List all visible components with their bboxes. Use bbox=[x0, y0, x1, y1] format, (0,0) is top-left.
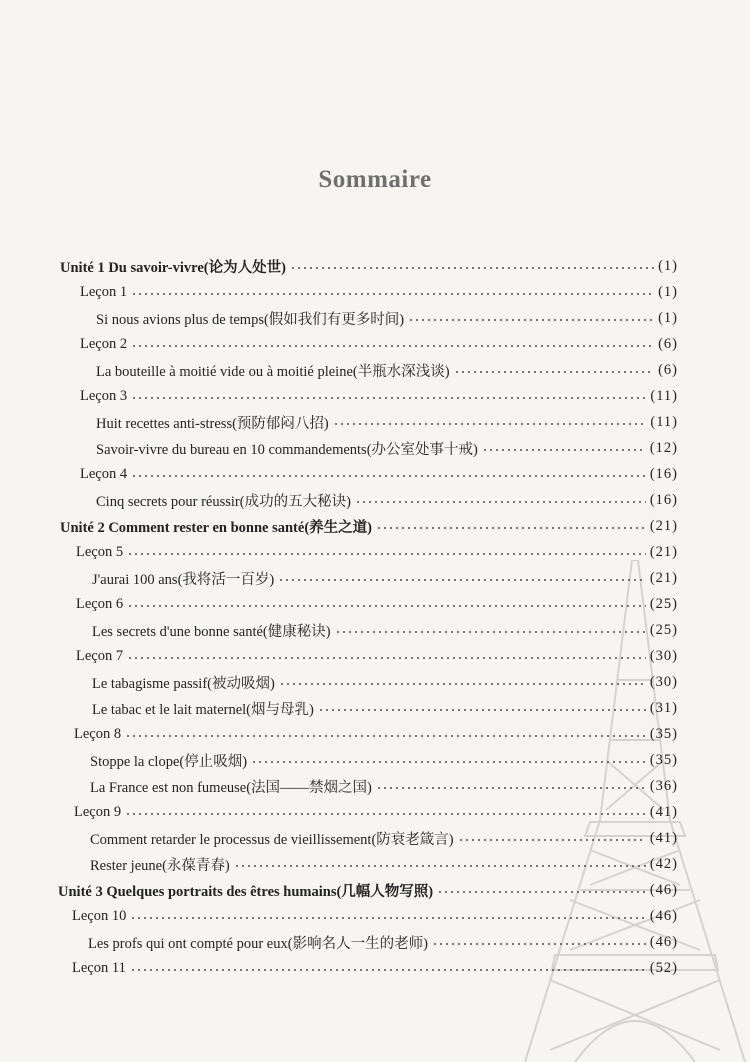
dot-leader bbox=[318, 709, 646, 711]
toc-entry-label: Si nous avions plus de temps(假如我们有更多时间) bbox=[96, 311, 405, 328]
toc-page-number: (25) bbox=[649, 621, 678, 638]
toc-page-number: (16) bbox=[649, 465, 678, 482]
toc-text bbox=[92, 565, 678, 591]
toc-page-number: (36) bbox=[649, 777, 678, 794]
dot-leader bbox=[333, 423, 647, 425]
toc-lesson-5 bbox=[76, 539, 678, 565]
dot-leader bbox=[251, 761, 646, 763]
toc-lesson-9 bbox=[74, 799, 678, 825]
toc-text bbox=[92, 695, 678, 721]
dot-leader bbox=[125, 813, 646, 815]
toc-unit-2 bbox=[60, 513, 678, 539]
toc-text bbox=[90, 773, 678, 799]
dot-leader bbox=[131, 475, 646, 477]
dot-leader bbox=[335, 631, 646, 633]
toc-page-number: (1) bbox=[658, 309, 678, 326]
toc-entry-label: Les secrets d'une bonne santé(健康秘诀) bbox=[92, 623, 331, 640]
toc-text bbox=[92, 669, 678, 695]
toc-text bbox=[90, 851, 678, 877]
toc-entry-label: Leçon 9 bbox=[74, 803, 122, 820]
dot-leader bbox=[279, 683, 646, 685]
dot-leader bbox=[278, 579, 646, 581]
toc-page-number: (11) bbox=[650, 387, 678, 404]
toc-entry-label: La bouteille à moitié vide ou à moitié pleine(半瓶水深浅谈) bbox=[96, 363, 450, 380]
dot-leader bbox=[376, 527, 646, 529]
toc-entry-label: Leçon 10 bbox=[72, 907, 127, 924]
toc-page-number: (41) bbox=[649, 829, 678, 846]
toc-page-number: (1) bbox=[658, 283, 678, 300]
toc-text bbox=[96, 305, 678, 331]
toc-page-number: (41) bbox=[649, 803, 678, 820]
toc-entry-label: J'aurai 100 ans(我将活一百岁) bbox=[92, 571, 275, 588]
page-title: Sommaire bbox=[318, 166, 432, 193]
toc-lesson-10 bbox=[72, 903, 678, 929]
dot-leader bbox=[234, 865, 646, 867]
toc-text bbox=[90, 747, 678, 773]
toc-page-number: (1) bbox=[658, 257, 678, 274]
toc-lesson-4 bbox=[80, 461, 678, 487]
dot-leader bbox=[408, 319, 654, 321]
toc-page-number: (6) bbox=[658, 335, 678, 352]
toc-entry-label: Leçon 3 bbox=[80, 387, 128, 404]
toc-page-number: (30) bbox=[649, 673, 678, 690]
toc-page-number: (12) bbox=[649, 439, 678, 456]
toc-entry-label: Leçon 4 bbox=[80, 465, 128, 482]
toc-page-number: (11) bbox=[650, 413, 678, 430]
dot-leader bbox=[355, 501, 646, 503]
toc-lesson-2 bbox=[80, 331, 678, 357]
toc-entry-label: Unité 3 Quelques portraits des êtres humains(几幅人物写照) bbox=[58, 883, 434, 900]
toc-text bbox=[92, 617, 678, 643]
toc-lesson-8 bbox=[74, 721, 678, 747]
toc-entry-label: Leçon 6 bbox=[76, 595, 124, 612]
dot-leader bbox=[376, 787, 646, 789]
toc-text bbox=[96, 357, 678, 383]
dot-leader bbox=[131, 397, 646, 399]
toc-text bbox=[90, 825, 678, 851]
toc-lesson-3 bbox=[80, 383, 678, 409]
toc-entry-label: Comment retarder le processus de vieillissement(防衰老箴言) bbox=[90, 831, 454, 848]
toc-entry-label: Rester jeune(永葆青春) bbox=[90, 857, 230, 874]
toc-unit-1 bbox=[60, 253, 678, 279]
toc-entry-label: Savoir-vivre du bureau en 10 commandements(办公室处事十戒) bbox=[96, 441, 478, 458]
toc-page-number: (42) bbox=[649, 855, 678, 872]
toc-page-number: (21) bbox=[649, 569, 678, 586]
toc-entry-label: La France est non fumeuse(法国——禁烟之国) bbox=[90, 779, 372, 796]
toc-page-number: (6) bbox=[658, 361, 678, 378]
dot-leader bbox=[482, 449, 646, 451]
toc-lesson-1 bbox=[80, 279, 678, 305]
toc-page-number: (30) bbox=[649, 647, 678, 664]
toc-entry-label: Stoppe la clope(停止吸烟) bbox=[90, 753, 248, 770]
dot-leader bbox=[290, 267, 654, 269]
toc-entry-label: Leçon 1 bbox=[80, 283, 128, 300]
toc-page-number: (16) bbox=[649, 491, 678, 508]
toc-text bbox=[96, 435, 678, 461]
dot-leader bbox=[127, 657, 646, 659]
toc-page-number: (21) bbox=[649, 543, 678, 560]
dot-leader bbox=[458, 839, 646, 841]
dot-leader bbox=[437, 891, 646, 893]
toc-entry-label: Unité 2 Comment rester en bonne santé(养生之道) bbox=[60, 519, 372, 536]
toc-unit-3 bbox=[58, 877, 678, 903]
toc-page-number: (46) bbox=[649, 907, 678, 924]
toc-page-number: (35) bbox=[649, 725, 678, 742]
toc-page-number: (31) bbox=[649, 699, 678, 716]
toc-lesson-7 bbox=[76, 643, 678, 669]
toc-page-number: (52) bbox=[649, 959, 678, 976]
toc-entry-label: Leçon 2 bbox=[80, 335, 128, 352]
toc-entry-label: Le tabac et le lait maternel(烟与母乳) bbox=[92, 701, 314, 718]
toc-page-number: (46) bbox=[649, 881, 678, 898]
dot-leader bbox=[130, 917, 645, 919]
toc-page-number: (35) bbox=[649, 751, 678, 768]
toc-entry-label: Unité 1 Du savoir-vivre(论为人处世) bbox=[60, 259, 286, 276]
toc-entry-label: Leçon 7 bbox=[76, 647, 124, 664]
toc-page-number: (46) bbox=[649, 933, 678, 950]
toc-entry-label: Leçon 5 bbox=[76, 543, 124, 560]
dot-leader bbox=[131, 293, 654, 295]
toc-text bbox=[88, 929, 678, 955]
dot-leader bbox=[127, 553, 646, 555]
toc-entry-label: Leçon 8 bbox=[74, 725, 122, 742]
toc-entry-label: Les profs qui ont compté pour eux(影响名人一生的老师) bbox=[88, 935, 428, 952]
dot-leader bbox=[125, 735, 646, 737]
dot-leader bbox=[131, 345, 654, 347]
dot-leader bbox=[432, 943, 646, 945]
toc-entry-label: Huit recettes anti-stress(预防郁闷八招) bbox=[96, 415, 329, 432]
dot-leader bbox=[127, 605, 646, 607]
toc-entry-label: Leçon 11 bbox=[72, 959, 126, 976]
toc-entry-label: Cinq secrets pour réussir(成功的五大秘诀) bbox=[96, 493, 351, 510]
toc-text bbox=[96, 409, 678, 435]
dot-leader bbox=[454, 371, 655, 373]
toc-text bbox=[96, 487, 678, 513]
toc-entry-label: Le tabagisme passif(被动吸烟) bbox=[92, 675, 275, 692]
dot-leader bbox=[130, 969, 646, 971]
toc-page-number: (25) bbox=[649, 595, 678, 612]
toc-lesson-11 bbox=[72, 955, 678, 981]
toc-page-number: (21) bbox=[649, 517, 678, 534]
toc-lesson-6 bbox=[76, 591, 678, 617]
